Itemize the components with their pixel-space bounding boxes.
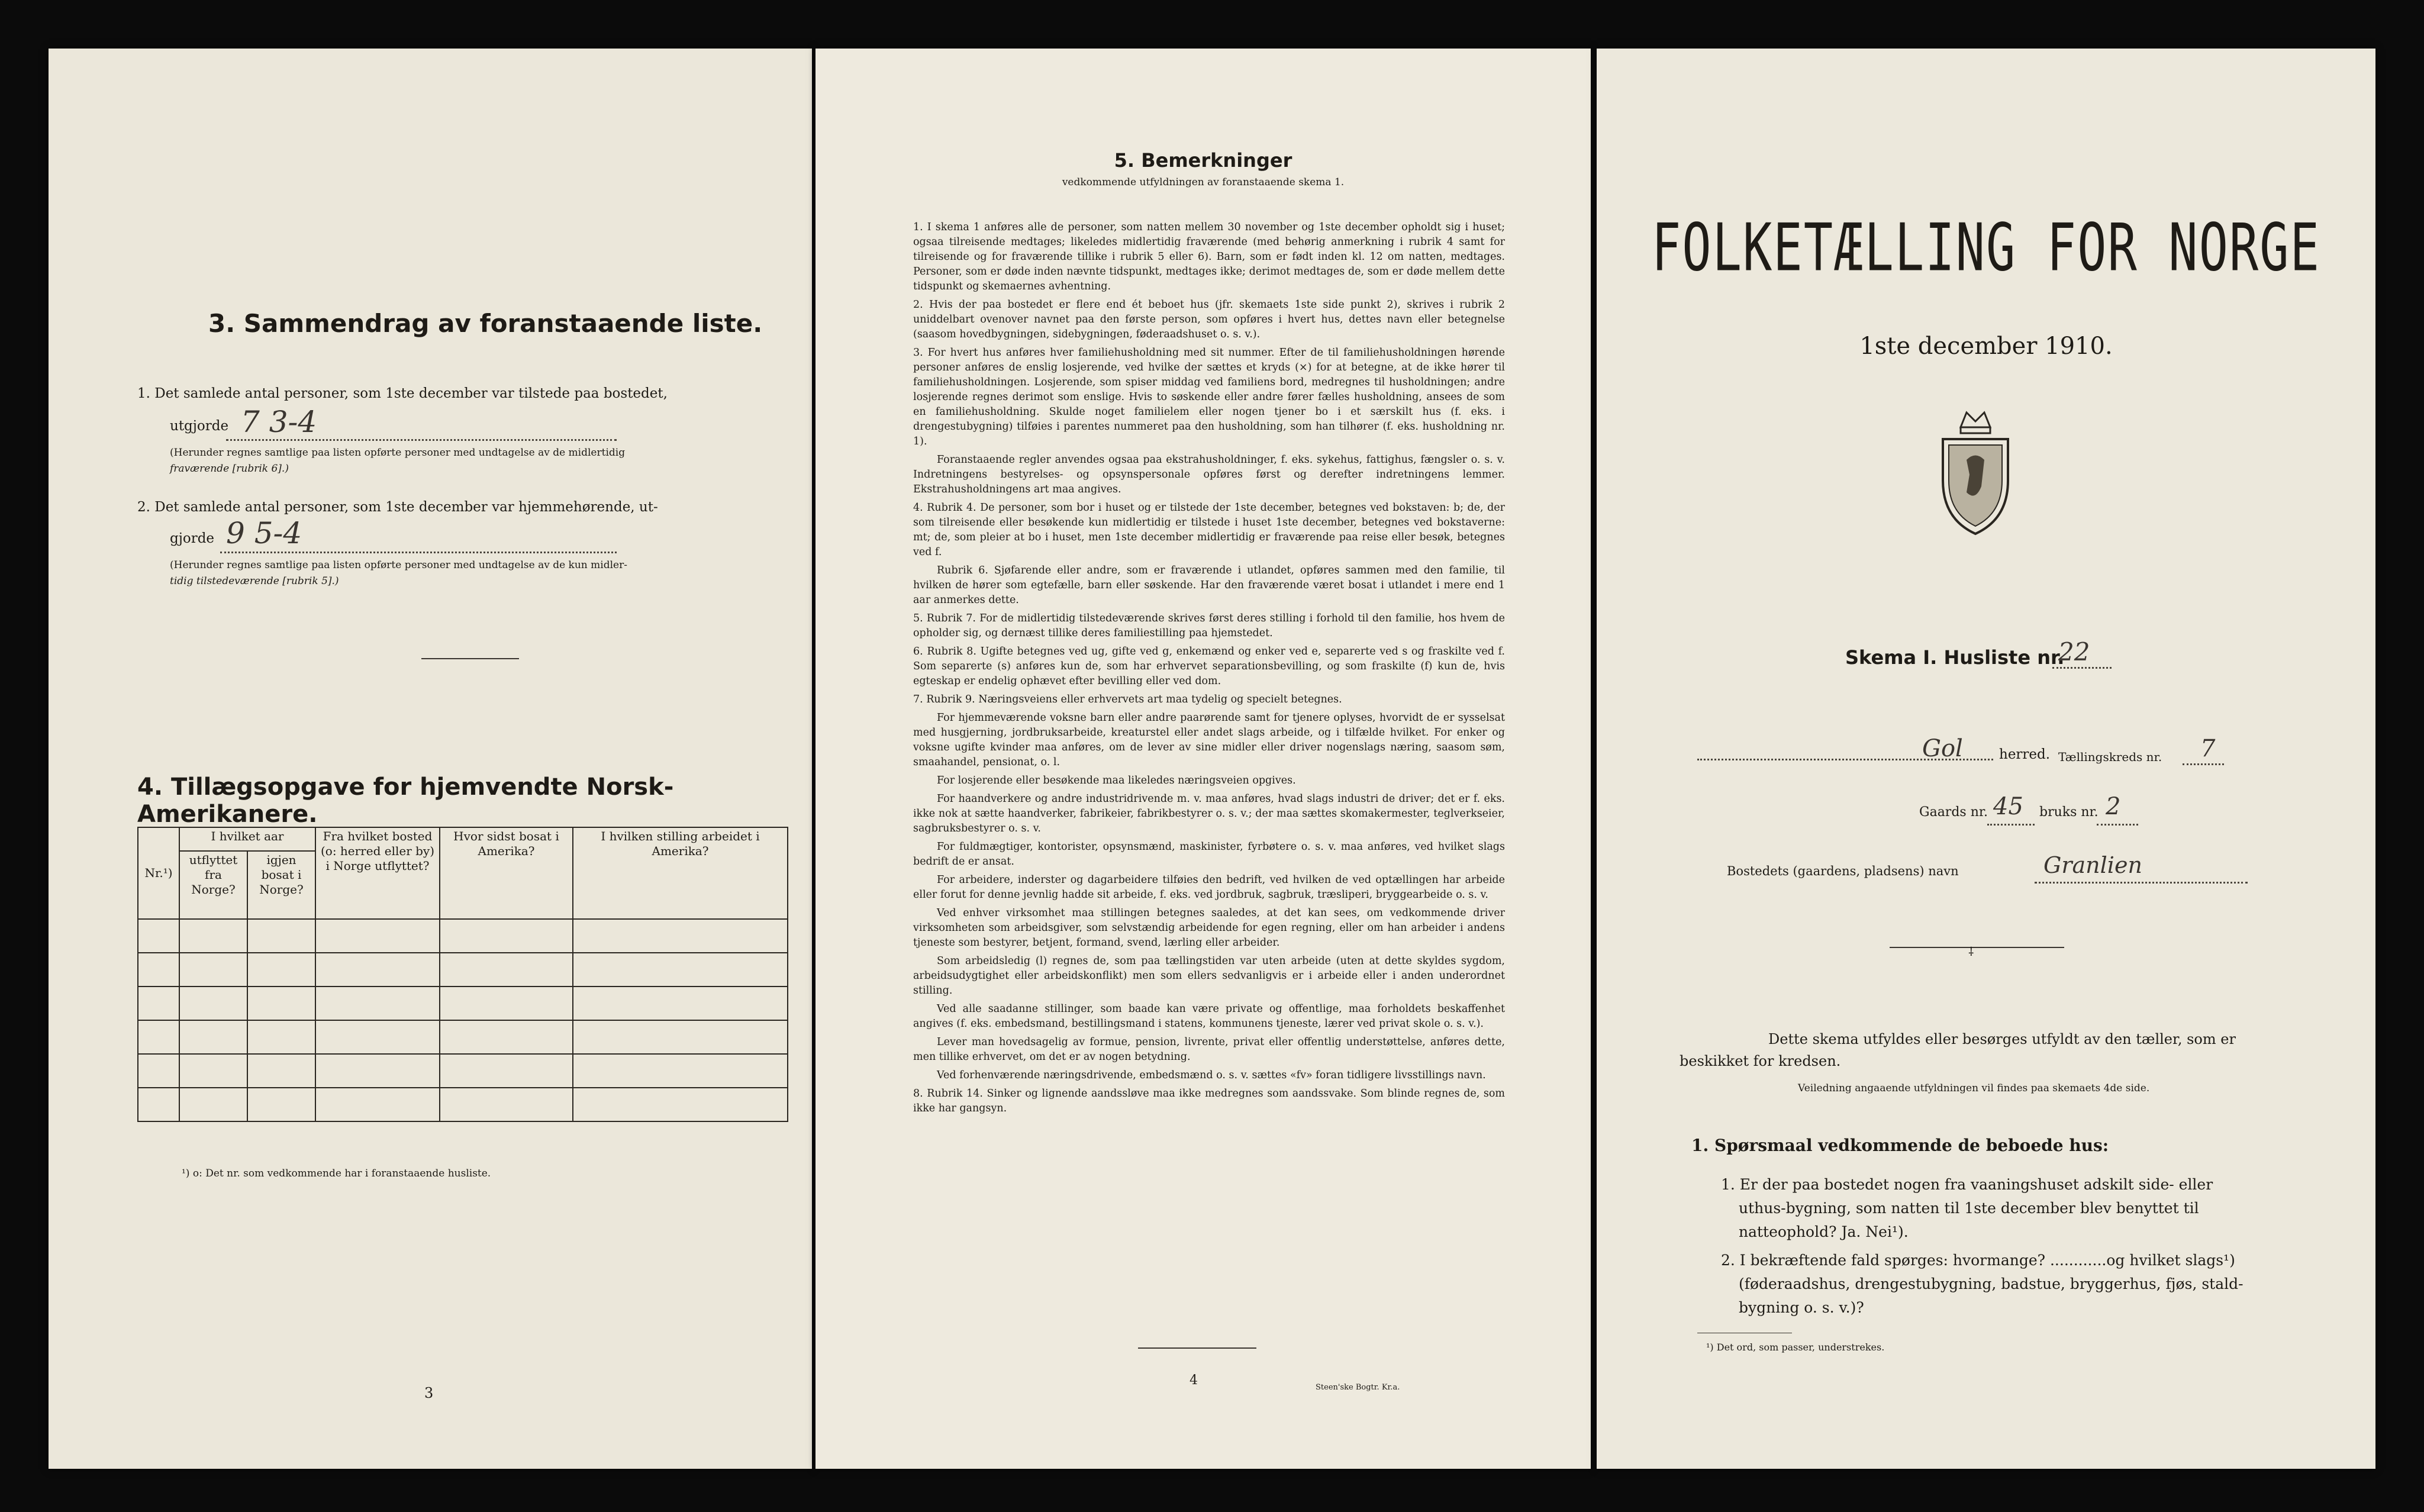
- printer-mark: Steen'ske Bogtr. Kr.a.: [1316, 1383, 1400, 1392]
- remark-7f: Ved enhver virksomhet maa stillingen betegnes saaledes, at det kan sees, om vedkommende driver virksomheten som arbeidsgiver, som selvstændig arbeidende for egen regning, eller om han arbeider i andens tjeneste som bestyrer, betjent, formand, svend, lærling eller arbeider.: [913, 907, 1505, 949]
- col-hvor-sidst: Hvor sidst bosat i Amerika?: [440, 827, 573, 919]
- table-row: [138, 1088, 788, 1121]
- item1-note1: (Herunder regnes samtlige paa listen opførte personer med undtagelse av de midlertidig: [170, 447, 626, 459]
- table-row: [138, 953, 788, 986]
- right-footnote: ¹) Det ord, som passer, understrekes.: [1706, 1342, 1885, 1353]
- remark-7c: For haandverkere og andre industridrivende m. v. maa anføres, hvad slags industri de driver; det er f. eks. ikke nok at sætte haandverker, fabrikeier, fabrikbestyrer o. s. v.; der maa sættes skomakermester, teglverkseier, sagbruksbestyrer o. s. v.: [913, 793, 1505, 834]
- remark-4b: Rubrik 6. Sjøfarende eller andre, som er fraværende i utlandet, opføres sammen med den familie, til hvilken de hører som egtefælle, barn eller søskende. Har den fraværende været bosat i utlandet i mere end 1 aar anmerkes dette.: [913, 565, 1505, 606]
- remark-1: 1. I skema 1 anføres alle de personer, som natten mellem 30 november og 1ste december opholdt sig i huset; ogsaa tilreisende medtages; likeledes midlertidig fraværende (med behørig anmerkning i rubrik 4 samt for tilreisende og for fraværende tillike i rubrik 5 eller 6). Barn, som er født inden kl. 12 om natten, medtages. Personer, som er døde inden nævnte tidspunkt, medtages ikke; derimot medtages de, som er døde mellem dette tidspunkt og skemaernes avhentning.: [913, 221, 1505, 292]
- col-igjen-bosat: igjen bosat i Norge?: [247, 851, 315, 919]
- section4-title: 4. Tillægsopgave for hjemvendte Norsk-Amerikanere.: [137, 773, 674, 828]
- bemerkninger-title: 5. Bemerkninger: [1114, 149, 1292, 172]
- item1-line1: 1. Det samlede antal personer, som 1ste december var tilstede paa bostedet,: [137, 386, 668, 401]
- q1-line1: 1. Er der paa bostedet nogen fra vaaningshuset adskilt side- eller: [1721, 1176, 2213, 1193]
- remark-7e: For arbeidere, inderster og dagarbeidere tilføies den bedrift, ved hvilken de ved optællingen har arbeide eller forut for denne jevnlig hadde sit arbeide, f. eks. ved jordbruk, sagbruk, træsliperi, bryggearbeide o. s. v.: [913, 874, 1505, 901]
- schema-label: Skema I. Husliste nr.: [1845, 646, 2065, 669]
- col-fra-hvilket: Fra hvilket bosted (o: herred eller by) i Norge utflyttet?: [315, 827, 440, 919]
- kreds-label: Tællingskreds nr.: [2058, 750, 2162, 764]
- left-page: [49, 49, 812, 1469]
- remark-7i: Lever man hovedsagelig av formue, pension, livrente, privat eller offentlig understøttelse, anføres dette, men tillike erhvervet, om det er av nogen betydning.: [913, 1036, 1505, 1063]
- herred-value: Gol: [1922, 735, 1963, 762]
- bosted-value: Granlien: [2043, 852, 2142, 878]
- col-utflyttet: utflyttet fra Norge?: [179, 851, 247, 919]
- remark-7: 7. Rubrik 9. Næringsveiens eller erhvervets art maa tydelig og specielt betegnes.: [913, 694, 1342, 705]
- table-row: [138, 919, 788, 953]
- item1-value: 7 3-4: [241, 405, 317, 439]
- bemerkninger-body: [913, 220, 1505, 1120]
- remark-3: 3. For hvert hus anføres hver familiehusholdning med sit nummer. Efter de til familiehusholdningen hørende personer anføres de enslig losjerende, ved hvilke der sættes et kryds (×) for at betegne, at de ikke hører til familiehusholdningen. Losjerende, som spiser middag ved familiens bord, medregnes til husholdningen; andre losjerende regnes derimot som enslige. Hvis to søskende eller andre fører fælles husholdning, ansees de som en familiehusholdning. Skulde noget familielem eller nogen tjener bo i et særskilt hus (f. eks. i drengestubygning) tilføies i parentes nummeret paa den husholdning, som han tilhører (f. eks. husholdning nr. 1).: [913, 347, 1505, 447]
- question-heading: 1. Spørsmaal vedkommende de beboede hus:: [1691, 1136, 2109, 1155]
- gaards-label: Gaards nr.: [1919, 805, 1988, 820]
- remark-5: 5. Rubrik 7. For de midlertidig tilstedeværende skrives først deres stilling i forhold til den familie, hos hvem de opholder sig, og dernæst tillike deres familiestilling paa hjemstedet.: [913, 612, 1505, 639]
- q2-line3: bygning o. s. v.)?: [1739, 1299, 1864, 1316]
- bruks-value: 2: [2106, 793, 2121, 820]
- bosted-label: Bostedets (gaardens, pladsens) navn: [1727, 864, 1959, 878]
- table-footnote: ¹) o: Det nr. som vedkommende har i foranstaaende husliste.: [182, 1168, 491, 1179]
- gaards-value: 45: [1993, 793, 2023, 820]
- info-line2: beskikket for kredsen.: [1680, 1053, 1841, 1069]
- section3-title: 3. Sammendrag av foranstaaende liste.: [208, 309, 763, 338]
- page-number-4: 4: [1190, 1373, 1198, 1388]
- right-page: [1597, 49, 2375, 1469]
- remark-4: 4. Rubrik 4. De personer, som bor i huset og er tilstede der 1ste december, betegnes ved bokstaven: b; de, der som tilreisende eller besøkende kun midlertidig er tilstede i huset 1ste december, betegnes ved bokstaverne: mt; de, som pleier at bo i huset, men 1ste december midlertidig er fraværende paa reise eller besøk, betegnes ved f.: [913, 502, 1505, 558]
- census-date: 1ste december 1910.: [1859, 333, 2113, 360]
- main-title: FOLKETÆLLING FOR NORGE: [1651, 210, 2321, 286]
- remark-7j: Ved forhenværende næringsdrivende, embedsmænd o. s. v. sættes «fv» foran tidligere livsstillings navn.: [937, 1069, 1486, 1081]
- kreds-value: 7: [2200, 735, 2216, 762]
- item2-line1: 2. Det samlede antal personer, som 1ste december var hjemmehørende, ut-: [137, 499, 658, 515]
- remark-8: 8. Rubrik 14. Sinker og lignende aandssløve maa ikke medregnes som aandssvake. Som blinde regnes de, som ikke har gangsyn.: [913, 1088, 1505, 1114]
- col-stilling: I hvilken stilling arbeidet i Amerika?: [573, 827, 788, 919]
- remark-7d: For fuldmægtiger, kontorister, opsynsmænd, maskinister, fyrbøtere o. s. v. maa anføres, ved hvilket slags bedrift de er ansat.: [913, 841, 1505, 868]
- q1-line3: natteophold? Ja. Nei¹).: [1739, 1223, 1909, 1240]
- col-nr: Nr.¹): [138, 827, 179, 919]
- ornament-icon: ⸸: [1968, 944, 1974, 959]
- husliste-nr: 22: [2058, 637, 2090, 666]
- coat-of-arms-icon: [1934, 404, 2017, 540]
- info-note: Veiledning angaaende utfyldningen vil findes paa skemaets 4de side.: [1798, 1082, 2150, 1094]
- q2-line1: 2. I bekræftende fald spørges: hvormange? ............og hvilket slags¹): [1721, 1252, 2235, 1269]
- herred-label: herred.: [1999, 747, 2051, 762]
- table-row: [138, 1054, 788, 1088]
- norsk-amerikanere-table: [137, 827, 788, 1122]
- remark-7g: Som arbeidsledig (l) regnes de, som paa tællingstiden var uten arbeide (uten at dette skyldes sygdom, arbeidsudygtighet eller arbeidskonflikt) men som ellers sedvanligvis er i arbeide eller i anden underordnet stilling.: [913, 955, 1505, 997]
- page-number-3: 3: [424, 1385, 434, 1401]
- remark-6: 6. Rubrik 8. Ugifte betegnes ved ug, gifte ved g, enkemænd og enker ved e, separerte ved s og fraskilte ved f. Som separerte (s) anføres kun de, som har erhvervet separationsbevilling, og som fraskilte (f) kun de, hvis egteskap er endelig ophævet efter bevilling eller ved dom.: [913, 646, 1505, 687]
- remark-7a: For hjemmeværende voksne barn eller andre paarørende samt for tjenere oplyses, hvorvidt de er sysselsat med husgjerning, jordbruksarbeide, kreaturstel eller andet slags arbeide, og i tilfælde hvilket. For enker og voksne ugifte kvinder maa anføres, om de lever av sine midler eller driver nogenslags næring, saasom søm, smaahandel, pensionat, o. l.: [913, 712, 1505, 768]
- item1-line2: utgjorde: [170, 418, 229, 434]
- item1-note2: fraværende [rubrik 6].): [170, 463, 289, 475]
- table-row: [138, 986, 788, 1020]
- item2-note2: tidig tilstedeværende [rubrik 5].): [170, 575, 339, 587]
- bemerkninger-subtitle: vedkommende utfyldningen av foranstaaende skema 1.: [1062, 176, 1345, 188]
- q1-line2: uthus-bygning, som natten til 1ste december blev benyttet til: [1739, 1200, 2199, 1217]
- item2-note1: (Herunder regnes samtlige paa listen opførte personer med undtagelse av de kun midler-: [170, 559, 627, 571]
- bruks-label: bruks nr.: [2039, 805, 2099, 820]
- remark-7b: For losjerende eller besøkende maa likeledes næringsveien opgives.: [937, 775, 1296, 786]
- item2-value: 9 5-4: [226, 516, 302, 550]
- col-i-hvilket-aar: I hvilket aar: [179, 827, 315, 851]
- remark-2: 2. Hvis der paa bostedet er flere end ét beboet hus (jfr. skemaets 1ste side punkt 2), skrives i rubrik 2 uniddelbart ovenover navnet paa den første person, som opføres i hvert hus, dettes navn eller betegnelse (saasom hovedbygningen, sidebygningen, føderaadshuset o. s. v.).: [913, 299, 1505, 340]
- remark-7h: Ved alle saadanne stillinger, som baade kan være private og offentlige, maa forholdets beskaffenhet angives (f. eks. embedsmand, bestillingsmand i statens, kommunens tjeneste, lærer ved privat skole o. s. v.).: [913, 1003, 1505, 1030]
- q2-line2: (føderaadshus, drengestubygning, badstue, bryggerhus, fjøs, stald-: [1739, 1275, 2244, 1292]
- table-row: [138, 1020, 788, 1054]
- remark-3b: Foranstaaende regler anvendes ogsaa paa ekstrahusholdninger, f. eks. sykehus, fattighus, fængsler o. s. v. Indretningens bestyrelses- og opsynspersonale opføres først og derefter indretningens lemmer. Ekstrahusholdningens art maa angives.: [913, 454, 1505, 495]
- info-line1: Dette skema utfyldes eller besørges utfyldt av den tæller, som er: [1768, 1031, 2236, 1047]
- item2-line2: gjorde: [170, 531, 215, 546]
- middle-page: [815, 49, 1591, 1469]
